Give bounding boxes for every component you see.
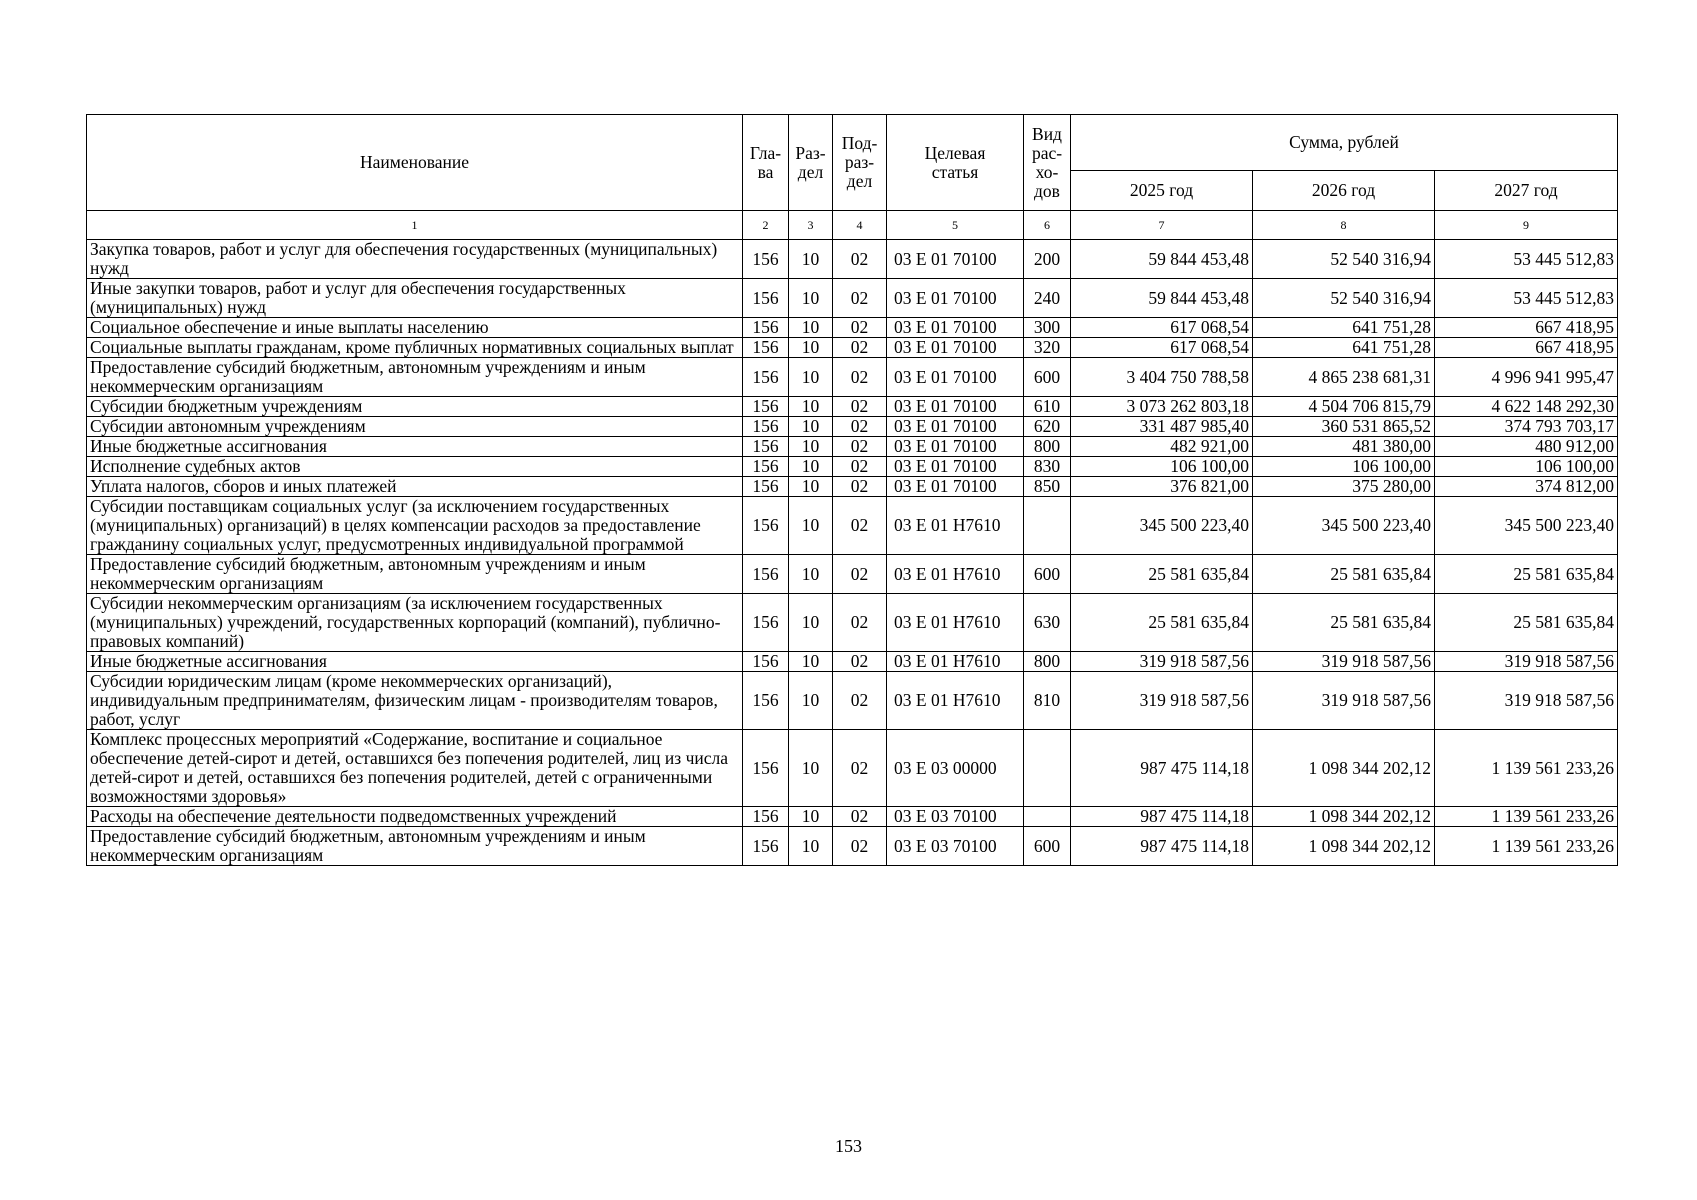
row-expense-type: 240 (1024, 279, 1071, 318)
row-target-article: 03 Е 01 70100 (887, 457, 1024, 477)
column-number: 1 (87, 211, 743, 240)
header-chapter: Гла- ва (743, 115, 789, 211)
row-subsection: 02 (833, 827, 887, 866)
row-name: Социальные выплаты гражданам, кроме публичных нормативных социальных выплат (87, 338, 743, 358)
row-target-article: 03 Е 01 70100 (887, 437, 1024, 457)
row-amount-2027: 345 500 223,40 (1435, 497, 1618, 555)
row-amount-2027: 667 418,95 (1435, 338, 1618, 358)
header-year-2025: 2025 год (1071, 171, 1253, 211)
row-target-article: 03 Е 01 70100 (887, 240, 1024, 279)
row-target-article: 03 Е 01 Н7610 (887, 594, 1024, 652)
row-section: 10 (789, 807, 833, 827)
row-name: Социальное обеспечение и иные выплаты населению (87, 318, 743, 338)
row-chapter: 156 (743, 397, 789, 417)
row-section: 10 (789, 672, 833, 730)
row-amount-2026: 52 540 316,94 (1253, 240, 1435, 279)
row-name: Субсидии поставщикам социальных услуг (за исключением государственных (муниципальных) организаций) в целях компенсации расходов за предоставление гражданину социальных услуг, предусмотренных индивидуальной программой (87, 497, 743, 555)
row-amount-2026: 1 098 344 202,12 (1253, 730, 1435, 807)
row-subsection: 02 (833, 358, 887, 397)
row-amount-2026: 375 280,00 (1253, 477, 1435, 497)
row-chapter: 156 (743, 672, 789, 730)
table-row (87, 652, 1618, 672)
row-name: Предоставление субсидий бюджетным, автономным учреждениям и иным некоммерческим организациям (87, 555, 743, 594)
row-amount-2027: 4 622 148 292,30 (1435, 397, 1618, 417)
row-amount-2026: 319 918 587,56 (1253, 652, 1435, 672)
row-subsection: 02 (833, 240, 887, 279)
row-section: 10 (789, 417, 833, 437)
row-amount-2027: 374 812,00 (1435, 477, 1618, 497)
row-subsection: 02 (833, 338, 887, 358)
row-subsection: 02 (833, 318, 887, 338)
row-expense-type (1024, 730, 1071, 807)
row-subsection: 02 (833, 652, 887, 672)
row-expense-type: 620 (1024, 417, 1071, 437)
header-year-2026: 2026 год (1253, 171, 1435, 211)
row-section: 10 (789, 477, 833, 497)
column-number: 4 (833, 211, 887, 240)
row-chapter: 156 (743, 730, 789, 807)
row-section: 10 (789, 497, 833, 555)
row-amount-2025: 617 068,54 (1071, 318, 1253, 338)
row-subsection: 02 (833, 672, 887, 730)
row-section: 10 (789, 358, 833, 397)
row-subsection: 02 (833, 279, 887, 318)
table-row (87, 338, 1618, 358)
row-subsection: 02 (833, 477, 887, 497)
row-section: 10 (789, 827, 833, 866)
row-target-article: 03 Е 01 70100 (887, 318, 1024, 338)
header-year-2027: 2027 год (1435, 171, 1618, 211)
row-name: Исполнение судебных актов (87, 457, 743, 477)
column-number: 3 (789, 211, 833, 240)
row-amount-2027: 106 100,00 (1435, 457, 1618, 477)
row-amount-2025: 25 581 635,84 (1071, 594, 1253, 652)
row-amount-2026: 1 098 344 202,12 (1253, 807, 1435, 827)
row-name: Иные закупки товаров, работ и услуг для обеспечения государственных (муниципальных) нужд (87, 279, 743, 318)
row-target-article: 03 Е 01 Н7610 (887, 652, 1024, 672)
row-target-article: 03 Е 01 70100 (887, 477, 1024, 497)
row-chapter: 156 (743, 240, 789, 279)
row-target-article: 03 Е 01 70100 (887, 397, 1024, 417)
row-amount-2025: 987 475 114,18 (1071, 807, 1253, 827)
row-expense-type: 850 (1024, 477, 1071, 497)
row-amount-2026: 319 918 587,56 (1253, 672, 1435, 730)
row-amount-2027: 25 581 635,84 (1435, 594, 1618, 652)
table-row (87, 457, 1618, 477)
table-row (87, 672, 1618, 730)
row-chapter: 156 (743, 594, 789, 652)
row-target-article: 03 Е 01 70100 (887, 279, 1024, 318)
page-number: 153 (835, 1136, 862, 1156)
table-row (87, 555, 1618, 594)
row-amount-2025: 25 581 635,84 (1071, 555, 1253, 594)
row-amount-2027: 1 139 561 233,26 (1435, 827, 1618, 866)
row-amount-2026: 4 504 706 815,79 (1253, 397, 1435, 417)
row-amount-2025: 345 500 223,40 (1071, 497, 1253, 555)
row-expense-type: 800 (1024, 652, 1071, 672)
table-row (87, 318, 1618, 338)
row-expense-type: 610 (1024, 397, 1071, 417)
table-row (87, 807, 1618, 827)
row-expense-type: 830 (1024, 457, 1071, 477)
row-amount-2026: 345 500 223,40 (1253, 497, 1435, 555)
column-number: 8 (1253, 211, 1435, 240)
row-expense-type: 300 (1024, 318, 1071, 338)
row-amount-2025: 482 921,00 (1071, 437, 1253, 457)
row-amount-2027: 25 581 635,84 (1435, 555, 1618, 594)
row-section: 10 (789, 397, 833, 417)
row-subsection: 02 (833, 417, 887, 437)
row-subsection: 02 (833, 730, 887, 807)
row-amount-2025: 987 475 114,18 (1071, 730, 1253, 807)
row-name: Уплата налогов, сборов и иных платежей (87, 477, 743, 497)
row-name: Предоставление субсидий бюджетным, автономным учреждениям и иным некоммерческим организациям (87, 358, 743, 397)
table-row (87, 397, 1618, 417)
row-expense-type: 800 (1024, 437, 1071, 457)
row-chapter: 156 (743, 417, 789, 437)
row-name: Субсидии некоммерческим организациям (за исключением государственных (муниципальных) учреждений, государственных корпораций (компаний), публично-правовых компаний) (87, 594, 743, 652)
column-number: 5 (887, 211, 1024, 240)
row-chapter: 156 (743, 555, 789, 594)
row-chapter: 156 (743, 497, 789, 555)
row-chapter: 156 (743, 279, 789, 318)
row-section: 10 (789, 594, 833, 652)
table-row (87, 477, 1618, 497)
row-chapter: 156 (743, 477, 789, 497)
row-target-article: 03 Е 01 70100 (887, 338, 1024, 358)
row-expense-type: 600 (1024, 358, 1071, 397)
row-amount-2026: 481 380,00 (1253, 437, 1435, 457)
row-chapter: 156 (743, 358, 789, 397)
row-amount-2025: 617 068,54 (1071, 338, 1253, 358)
row-name: Расходы на обеспечение деятельности подведомственных учреждений (87, 807, 743, 827)
row-chapter: 156 (743, 652, 789, 672)
row-section: 10 (789, 240, 833, 279)
row-target-article: 03 Е 01 Н7610 (887, 555, 1024, 594)
row-target-article: 03 Е 01 Н7610 (887, 497, 1024, 555)
row-section: 10 (789, 730, 833, 807)
row-chapter: 156 (743, 338, 789, 358)
row-subsection: 02 (833, 594, 887, 652)
row-name: Комплекс процессных мероприятий «Содержание, воспитание и социальное обеспечение детей-сирот и детей, оставшихся без попечения родителей, лиц из числа детей-сирот и детей, оставшихся без попечения родителей, детей с ограниченными возможностями здоровья» (87, 730, 743, 807)
row-chapter: 156 (743, 807, 789, 827)
row-amount-2026: 106 100,00 (1253, 457, 1435, 477)
header-subsection: Под- раз- дел (833, 115, 887, 211)
row-target-article: 03 Е 01 Н7610 (887, 672, 1024, 730)
row-name: Закупка товаров, работ и услуг для обеспечения государственных (муниципальных) нужд (87, 240, 743, 279)
row-amount-2026: 360 531 865,52 (1253, 417, 1435, 437)
row-expense-type: 630 (1024, 594, 1071, 652)
row-amount-2026: 641 751,28 (1253, 318, 1435, 338)
column-number-row (87, 211, 1618, 240)
row-amount-2025: 59 844 453,48 (1071, 240, 1253, 279)
row-amount-2027: 319 918 587,56 (1435, 652, 1618, 672)
column-number: 7 (1071, 211, 1253, 240)
column-number: 2 (743, 211, 789, 240)
table-row (87, 437, 1618, 457)
row-subsection: 02 (833, 397, 887, 417)
row-amount-2027: 374 793 703,17 (1435, 417, 1618, 437)
row-expense-type: 810 (1024, 672, 1071, 730)
row-name: Предоставление субсидий бюджетным, автономным учреждениям и иным некоммерческим организациям (87, 827, 743, 866)
row-name: Иные бюджетные ассигнования (87, 437, 743, 457)
row-amount-2026: 1 098 344 202,12 (1253, 827, 1435, 866)
header-expense-type: Вид рас- хо- дов (1024, 115, 1071, 211)
row-name: Субсидии бюджетным учреждениям (87, 397, 743, 417)
row-expense-type: 320 (1024, 338, 1071, 358)
row-amount-2025: 319 918 587,56 (1071, 652, 1253, 672)
row-amount-2026: 25 581 635,84 (1253, 555, 1435, 594)
row-expense-type (1024, 807, 1071, 827)
row-amount-2026: 25 581 635,84 (1253, 594, 1435, 652)
row-amount-2025: 319 918 587,56 (1071, 672, 1253, 730)
row-amount-2025: 376 821,00 (1071, 477, 1253, 497)
table-header (87, 115, 1618, 240)
row-chapter: 156 (743, 457, 789, 477)
row-subsection: 02 (833, 457, 887, 477)
row-amount-2026: 641 751,28 (1253, 338, 1435, 358)
row-amount-2027: 319 918 587,56 (1435, 672, 1618, 730)
header-target-article: Целевая статья (887, 115, 1024, 211)
header-sum: Сумма, рублей (1071, 115, 1618, 171)
row-amount-2027: 1 139 561 233,26 (1435, 730, 1618, 807)
row-amount-2025: 987 475 114,18 (1071, 827, 1253, 866)
row-amount-2027: 480 912,00 (1435, 437, 1618, 457)
table-row (87, 417, 1618, 437)
row-amount-2025: 59 844 453,48 (1071, 279, 1253, 318)
table-body (87, 240, 1618, 866)
row-amount-2025: 106 100,00 (1071, 457, 1253, 477)
column-number: 6 (1024, 211, 1071, 240)
row-subsection: 02 (833, 497, 887, 555)
row-section: 10 (789, 338, 833, 358)
row-expense-type (1024, 497, 1071, 555)
row-subsection: 02 (833, 807, 887, 827)
row-target-article: 03 Е 01 70100 (887, 358, 1024, 397)
table-row (87, 358, 1618, 397)
row-expense-type: 600 (1024, 555, 1071, 594)
row-amount-2027: 667 418,95 (1435, 318, 1618, 338)
row-name: Иные бюджетные ассигнования (87, 652, 743, 672)
table-row (87, 827, 1618, 866)
row-expense-type: 600 (1024, 827, 1071, 866)
table-row (87, 279, 1618, 318)
row-section: 10 (789, 457, 833, 477)
row-name: Субсидии юридическим лицам (кроме некоммерческих организаций), индивидуальным предпринимателям, физическим лицам - производителям товаров, работ, услуг (87, 672, 743, 730)
row-section: 10 (789, 279, 833, 318)
row-amount-2025: 3 404 750 788,58 (1071, 358, 1253, 397)
row-amount-2025: 331 487 985,40 (1071, 417, 1253, 437)
table-row (87, 594, 1618, 652)
row-subsection: 02 (833, 437, 887, 457)
row-section: 10 (789, 318, 833, 338)
header-section: Раз- дел (789, 115, 833, 211)
row-target-article: 03 Е 03 70100 (887, 807, 1024, 827)
row-chapter: 156 (743, 437, 789, 457)
row-chapter: 156 (743, 318, 789, 338)
table-row (87, 497, 1618, 555)
column-number: 9 (1435, 211, 1618, 240)
row-target-article: 03 Е 03 70100 (887, 827, 1024, 866)
row-amount-2027: 1 139 561 233,26 (1435, 807, 1618, 827)
row-amount-2025: 3 073 262 803,18 (1071, 397, 1253, 417)
table-row (87, 240, 1618, 279)
header-name: Наименование (87, 115, 743, 211)
row-subsection: 02 (833, 555, 887, 594)
budget-table (86, 114, 1618, 866)
row-chapter: 156 (743, 827, 789, 866)
row-amount-2027: 4 996 941 995,47 (1435, 358, 1618, 397)
row-target-article: 03 Е 01 70100 (887, 417, 1024, 437)
row-amount-2026: 4 865 238 681,31 (1253, 358, 1435, 397)
row-amount-2026: 52 540 316,94 (1253, 279, 1435, 318)
row-name: Субсидии автономным учреждениям (87, 417, 743, 437)
row-target-article: 03 Е 03 00000 (887, 730, 1024, 807)
row-amount-2027: 53 445 512,83 (1435, 240, 1618, 279)
row-expense-type: 200 (1024, 240, 1071, 279)
table-row (87, 730, 1618, 807)
row-amount-2027: 53 445 512,83 (1435, 279, 1618, 318)
row-section: 10 (789, 652, 833, 672)
row-section: 10 (789, 437, 833, 457)
row-section: 10 (789, 555, 833, 594)
